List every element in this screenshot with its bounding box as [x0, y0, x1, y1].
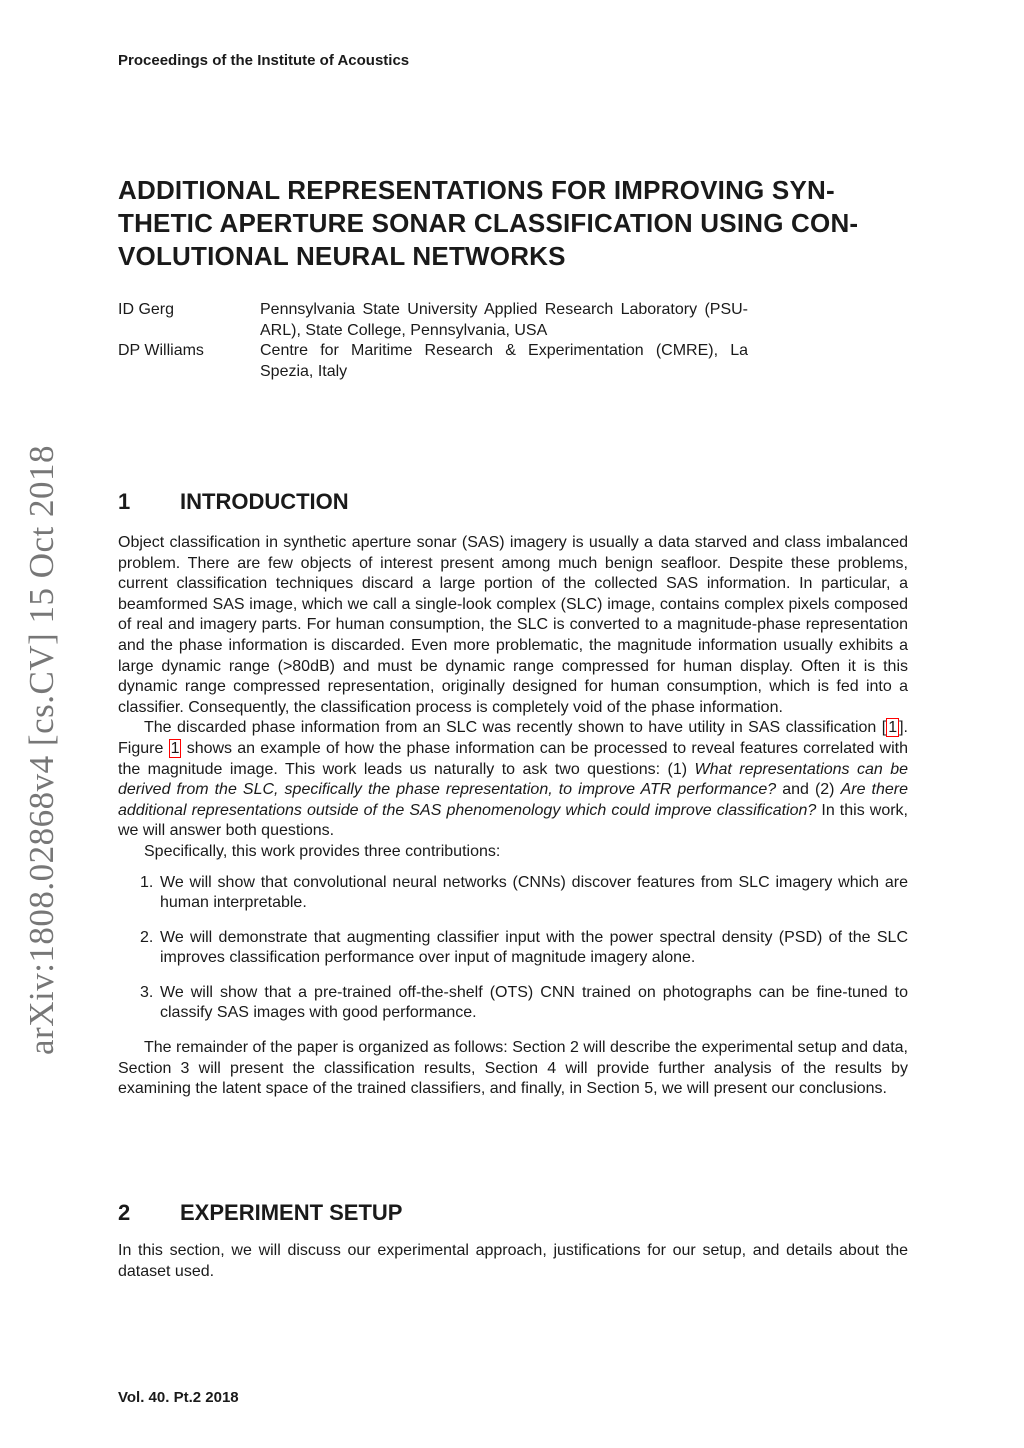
section-heading: [118, 1200, 402, 1226]
arxiv-stamp: arXiv:1808.02868v4 [cs.CV] 15 Oct 2018: [22, 444, 61, 1055]
section-title: EXPERIMENT SETUP: [180, 1200, 403, 1225]
experiment-setup-body: [118, 1241, 908, 1282]
list-item: [118, 983, 908, 1024]
text-run: . Figure: [118, 719, 908, 757]
section-number: 2: [118, 1200, 131, 1225]
title-line: VOLUTIONAL NEURAL NETWORKS: [118, 241, 566, 271]
paper-title: [118, 174, 908, 273]
contributions-list: [118, 873, 908, 1025]
author-row: [118, 341, 748, 382]
author-list: [118, 300, 748, 382]
text-run: In this work, we will answer both questions.: [118, 801, 908, 840]
author-row: [118, 300, 748, 341]
volume-footer: Vol. 40. Pt.2 2018: [118, 1389, 239, 1406]
paragraph: Object classification in synthetic aperture sonar (SAS) imagery is usually a data starved and class imbalanced problem. There are few objects of interest present among much benign seafloor. Despite these problems, current classification techniques discard a large portion of the collected SAS information. In particular, a beamformed SAS image, which we call a single-look complex (SLC) image, contains complex pixels composed of real and imagery parts. For human consumption, the SLC is converted to a magnitude-phase representation and the phase information is discarded. Even more problematic, the magnitude information usually exhibits a large dynamic range (>80dB) and must be dynamic range compressed for human display. Often it is this dynamic range compressed representation, originally designed for human consumption, which is fed into a classifier. Consequently, the classification process is completely void of the phase information.: [118, 534, 908, 716]
author-affiliation: Centre for Maritime Research & Experimentation (CMRE), La Spezia, Italy: [260, 342, 748, 380]
question-2: Are there additional representations outside of the SAS phenomenology which could improve classification?: [118, 781, 909, 819]
section-number: 1: [118, 489, 131, 514]
question-1: What representations can be derived from the SLC, specifically the phase representation, to improve ATR performance?: [118, 760, 909, 799]
list-item: [118, 873, 908, 914]
list-number: 2.: [140, 928, 154, 946]
paragraph: The remainder of the paper is organized as follows: Section 2 will describe the experimental setup and data, Section 3 will present the classification results, Section 4 will provide further analysis of the results by examining the latent space of the trained classifiers, and finally, in Section 5, we will present our conclusions.: [118, 1039, 908, 1098]
figure-link[interactable]: 1: [170, 739, 180, 757]
paragraph: Specifically, this work provides three contributions:: [144, 842, 501, 860]
proceedings-header: Proceedings of the Institute of Acoustics: [118, 52, 410, 69]
section-heading: [118, 489, 349, 515]
list-text: We will show that a pre-trained off-the-shelf (OTS) CNN trained on photographs can be fine-tuned to classify SAS images with good performance.: [160, 983, 908, 1022]
text-run: shows an example of how the phase information can be processed to reveal features correlated with the magnitude image. This work leads us naturally to ask two questions: (1): [118, 739, 909, 778]
citation-link[interactable]: 1: [888, 719, 898, 737]
text-run: and (2): [776, 781, 841, 799]
list-text: We will show that convolutional neural networks (CNNs) discover features from SLC imagery which are human interpretable.: [160, 873, 908, 912]
list-text: We will demonstrate that augmenting classifier input with the power spectral density (PSD) of the SLC improves classification performance over input of magnitude imagery alone.: [160, 928, 908, 967]
paragraph: The discarded phase information from an SLC was recently shown to have utility in SAS classification [ 1 ]. Figure 1 shows an example of how the phase information can be processed to reveal features correlated with the magnitude image. This work leads us naturally to ask two questions: (1) What representations can be derived from the SLC, specifically the phase representation, to improve ATR performance? and (2) Are there additional representations outside of the SAS phenomenology which could improve classification? In this work, we will answer both questions.: [118, 719, 909, 840]
title-line: THETIC APERTURE SONAR CLASSIFICATION USING CON-: [118, 208, 859, 238]
text-run: The discarded phase information from an SLC was recently shown to have utility in SAS classification: [144, 719, 882, 737]
author-affiliation: Pennsylvania State University Applied Research Laboratory (PSU-ARL), State College, Pennsylvania, USA: [260, 301, 748, 339]
list-item: [118, 928, 908, 969]
list-number: 3.: [140, 983, 154, 1001]
section-title: INTRODUCTION: [180, 489, 349, 514]
author-name: DP Williams: [118, 342, 204, 359]
list-number: 1.: [140, 873, 154, 891]
title-line: ADDITIONAL REPRESENTATIONS FOR IMPROVING SYN-: [118, 175, 835, 205]
author-name: ID Gerg: [118, 301, 175, 318]
introduction-body: [118, 533, 908, 1100]
paragraph: In this section, we will discuss our experimental approach, justifications for our setup, and details about the dataset used.: [118, 1242, 908, 1280]
